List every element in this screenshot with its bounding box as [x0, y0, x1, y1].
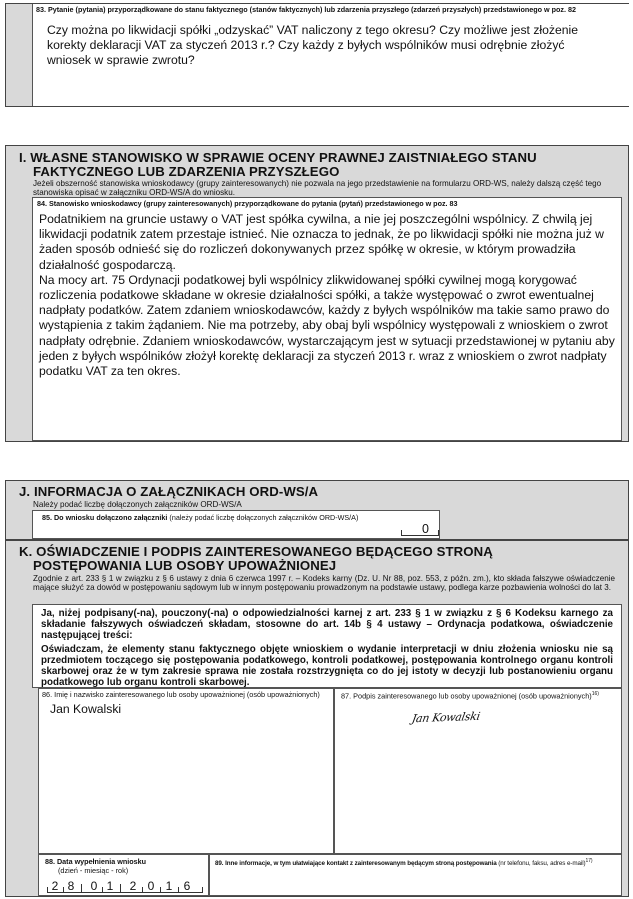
- section-i: [5, 145, 629, 442]
- section-k-note: Zgodnie z art. 233 § 1 w związku z § 6 ustawy z dnia 6 czerwca 1997 r. – Kodeks karny (Dz. U. Nr 88, poz. 553, z późn. zm.), kto składa fałszywe oświadczenie mające służyć za dowód w postępowaniu sądowym lub w innym postępowaniu prowadzonym na podstawie ustawy, podlega karze pozbawienia wolności do lat 3.: [33, 574, 615, 592]
- q88-label: 88. Data wypełnienia wniosku: [45, 857, 147, 866]
- declaration-statement: Oświadczam, że elementy stanu faktycznego objęte wnioskiem o wydanie interpretacji w dniu złożenia wniosku nie są przedmiotem toczącego się postępowania podatkowego, kontroli podatkowej, postępowania kontrolnego organu kontroli skarbowej oraz że w tym zakresie sprawa nie została rozstrzygnięta co do jej istoty w decyzji lub postanowieniu organu podatkowego lub organu kontroli skarbowej.: [41, 644, 613, 688]
- declaration-box: [32, 604, 622, 688]
- q83-label: 83. Pytanie (pytania) przyporządkowane do stanu faktycznego (stanów faktycznych) lub zdarzenia przyszłego (zdarzeń przyszłych) przedstawionego w poz. 82: [36, 5, 576, 14]
- q83-answer[interactable]: Czy można po likwidacji spółki „odzyskać” VAT naliczony z tego okresu? Czy możliwe jest złożenie korekty deklaracji VAT za styczeń 2013 r.? Czy każdy z byłych wspólników musi odrębnie złożyć wniosek w sprawie zwrotu?: [47, 23, 579, 68]
- date-digit-y1[interactable]: 2: [129, 879, 137, 893]
- q84-field[interactable]: [32, 197, 622, 441]
- q85-tick-left: [401, 530, 402, 535]
- q86-value[interactable]: Jan Kowalski: [50, 702, 122, 716]
- q87-label-text: 87. Podpis zainteresowanego lub osoby upoważnionej (osób upoważnionych): [341, 691, 592, 701]
- section-h-question-block: [5, 3, 629, 107]
- date-tick: [160, 887, 161, 892]
- q84-answer[interactable]: Podatnikiem na gruncie ustawy o VAT jest spółka cywilna, a nie jej poszczególni wspólnicy. Z chwilą jej likwidacji podatnik zatem przestaje istnieć. Nie oznacza to jednak, że po likwidacji spółki nie można już w żaden sposób odnieść się do rozliczeń dokonywanych przez spółkę w okresie, w którym prowadziła działalność gospodarczą. Na mocy art. 75 Ordynacji podatkowej byli wspólnicy zlikwidowanej spółki cywilnej mogą korygować rozliczenia podatkowe składane w okresie działalności spółki, a także występować o zwrot ewentualnej nadpłaty podatków. Zatem zdaniem wnioskodawców, każdy z byłych wspólników ma takie samo prawo do wystąpienia z takim żądaniem. Nie ma potrzeby, aby obaj byli wspólnicy występowali z wnioskiem o zwrot nadpłaty odrębnie. Zdaniem wnioskodawców, wystarczającym jest w sytuacji przedstawionej w pytaniu aby jeden z byłych wspólników złożył korektę deklaracji za styczeń 2013 r. wraz z wnioskiem o zwrot nadpłaty podatku VAT za ten okres.: [39, 212, 615, 379]
- q86-field[interactable]: [38, 688, 334, 854]
- q85-value[interactable]: 0: [422, 522, 429, 536]
- q89-footnote: 17): [585, 858, 593, 864]
- date-digit-m1[interactable]: 0: [90, 879, 98, 893]
- section-k-title-line1: K. OŚWIADCZENIE I PODPIS ZAINTERESOWANEGO BĘDĄCEGO STRONĄ: [19, 544, 493, 559]
- q86-label: 86. Imię i nazwisko zainteresowanego lub osoby upoważnionej (osób upoważnionych): [42, 690, 320, 699]
- date-separator: [81, 884, 82, 892]
- section-i-title-line2: FAKTYCZNEGO LUB ZDARZENIA PRZYSZŁEGO: [33, 164, 340, 179]
- date-tick: [142, 887, 143, 892]
- date-digit-y3[interactable]: 1: [165, 879, 173, 893]
- q89-label-text: 89. Inne informacje, w tym ułatwiające kontakt z zainteresowanym będącym stroną postępowania: [215, 860, 497, 868]
- date-digit-m2[interactable]: 1: [106, 879, 114, 893]
- section-j-note: Należy podać liczbę dołączonych załączników ORD-WS/A: [33, 500, 242, 509]
- date-tick: [202, 887, 203, 892]
- date-digit-row[interactable]: [47, 879, 203, 893]
- q83-field[interactable]: [32, 4, 629, 106]
- q85-label: [42, 513, 358, 522]
- date-digit-y2[interactable]: 0: [147, 879, 155, 893]
- q87-footnote: 16): [591, 691, 599, 697]
- date-separator: [120, 884, 121, 892]
- date-digit-d1[interactable]: 2: [51, 879, 59, 893]
- q89-field[interactable]: [209, 854, 622, 896]
- q85-tick-right: [438, 530, 439, 535]
- date-tick: [178, 887, 179, 892]
- date-digit-d2[interactable]: 8: [67, 879, 75, 893]
- q85-value-box[interactable]: [401, 523, 439, 536]
- q84-label: 84. Stanowisko wnioskodawcy (grupy zainteresowanych) przyporządkowane do pytania (pytań) przedstawionego w poz. 83: [37, 199, 458, 208]
- section-k: [5, 540, 629, 897]
- q89-hint: (nr telefonu, faksu, adres e-mail): [498, 860, 586, 868]
- q88-field[interactable]: [38, 854, 209, 896]
- q89-label: [215, 857, 592, 868]
- section-i-title-line1: I. WŁASNE STANOWISKO W SPRAWIE OCENY PRAWNEJ ZAISTNIAŁEGO STANU: [19, 150, 537, 165]
- q85-label-hint: (należy podać liczbę dołączonych załączników ORD-WS/A): [169, 513, 359, 522]
- section-j-title: J. INFORMACJA O ZAŁĄCZNIKACH ORD-WS/A: [19, 484, 319, 499]
- q87-label: [341, 690, 599, 700]
- q87-field[interactable]: [334, 688, 622, 854]
- declaration-intro: Ja, niżej podpisany(-na), pouczony(-na) o odpowiedzialności karnej z art. 233 § 1 w związku z § 6 Kodeksu karnego za składanie fałszywych oświadczeń składam, stosowne do art. 14b § 4 ustawy – Ordynacja podatkowa, oświadczenie następującej treści:: [41, 608, 613, 641]
- q88-hint: (dzień - miesiąc - rok): [58, 866, 129, 875]
- q85-label-bold: 85. Do wniosku dołączono załączniki: [42, 513, 168, 522]
- date-digit-y4[interactable]: 6: [183, 879, 191, 893]
- q85-field[interactable]: [32, 510, 440, 539]
- section-j: [5, 480, 629, 540]
- signature-image: Jan Kowalski: [410, 709, 481, 726]
- section-k-title-line2: POSTĘPOWANIA LUB OSOBY UPOWAŻNIONEJ: [33, 558, 337, 573]
- section-i-note: Jeżeli obszerność stanowiska wnioskodawcy (grupy zainteresowanych) nie pozwala na jego przedstawienie na formularzu ORD-WS, należy dalszą część tego stanowiska opisać w załączniku ORD-WS/A do wniosku.: [33, 179, 602, 197]
